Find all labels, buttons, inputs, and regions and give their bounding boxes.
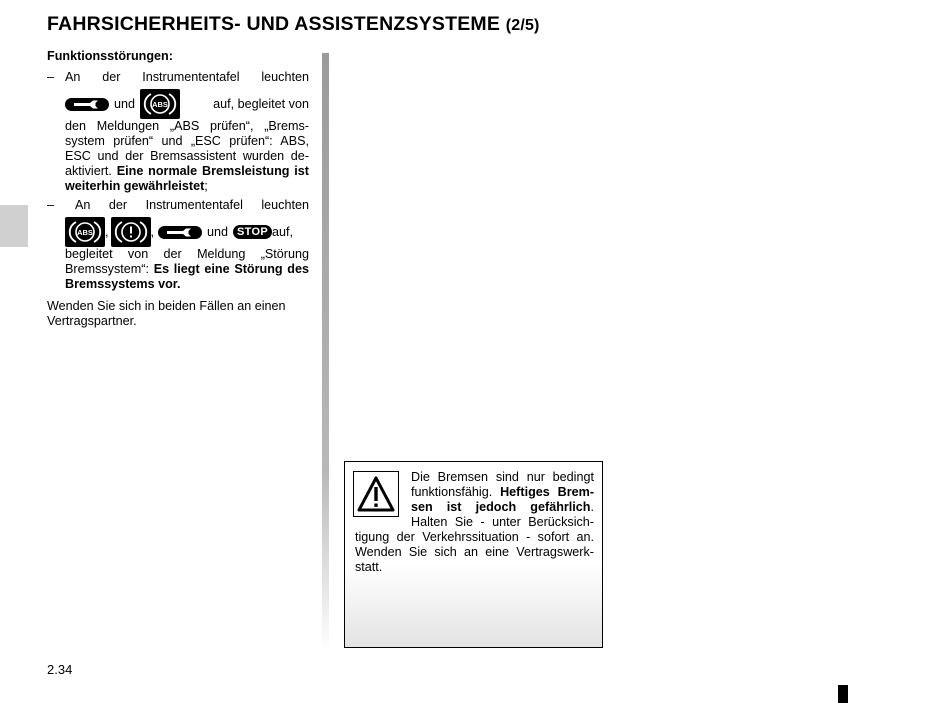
warning-text [355,470,594,575]
und-text: und [114,96,136,111]
closing-paragraph: Wenden Sie sich in beiden Fällen an einen Vertragspartner. [47,299,286,328]
comma: , [105,224,109,239]
bold-text: Eine normale Bremsleistung ist weiterhin gewährleistet [65,164,310,193]
list-item [47,198,309,292]
corner-mark [838,685,848,703]
section-tab [0,205,28,247]
list-item [47,70,309,194]
word: Instrumententafel [142,70,240,84]
bold-text: Heftiges Brem-sen ist jedoch gefährlich [411,485,595,514]
title-main: FAHRSICHERHEITS- UND ASSISTENZSYSTEME [47,13,501,35]
justified-line [65,198,309,213]
word: Instrumententafel [145,198,243,212]
list-dash: – [47,70,55,84]
plain-text: Die Bremsen sind nur bedingt funktionsfähig. [411,470,594,499]
icon-line [65,89,309,119]
title-part: (2/5) [505,17,540,34]
und-text: und [207,224,229,239]
brake-warning-icon [111,217,151,247]
wrench-icon [65,98,109,111]
plain-text: begleitet von der Meldung „Störung Bremssystem“: [65,247,309,276]
page-number: 2.34 [47,662,73,677]
auf-text: auf, [271,224,293,239]
abs-label: ABS [152,100,168,109]
warning-box [344,461,603,648]
page-title [47,13,540,36]
icon-line [65,217,309,247]
word: der [108,198,128,212]
word: leuchten [261,70,309,84]
item-text [65,119,309,194]
left-column [47,49,309,329]
word: der [102,70,121,84]
comma: , [150,224,154,239]
justified-line [65,70,309,85]
item-text [65,247,309,292]
word: An [65,70,81,84]
auf-text: auf, begleitet von [213,96,309,111]
column-divider [322,53,329,650]
section-heading: Funktionsstörungen: [47,49,173,63]
plain-text: den Meldungen „ABS prüfen“, „Brems-system prüfen“ und „ESC prüfen“: ABS, ESC und der Bremsassistent wurden de-aktiviert. [65,119,309,178]
abs-warning-icon [65,217,105,247]
word: An [75,198,91,212]
bold-text: Es liegt eine Störung des Bremssystems vor. [65,262,309,291]
wrench-icon [158,226,202,239]
plain-text: . Halten Sie - unter Berücksich-tigung der Verkehrssituation - sofort an. Wenden Sie sich an eine Vertragswerk-statt. [355,500,594,574]
plain-text: ; [204,179,208,193]
abs-label: ABS [77,228,93,237]
list-dash: – [47,198,55,212]
abs-warning-icon [140,89,180,119]
word: leuchten [261,198,309,212]
stop-warning-icon: STOP [233,225,272,239]
